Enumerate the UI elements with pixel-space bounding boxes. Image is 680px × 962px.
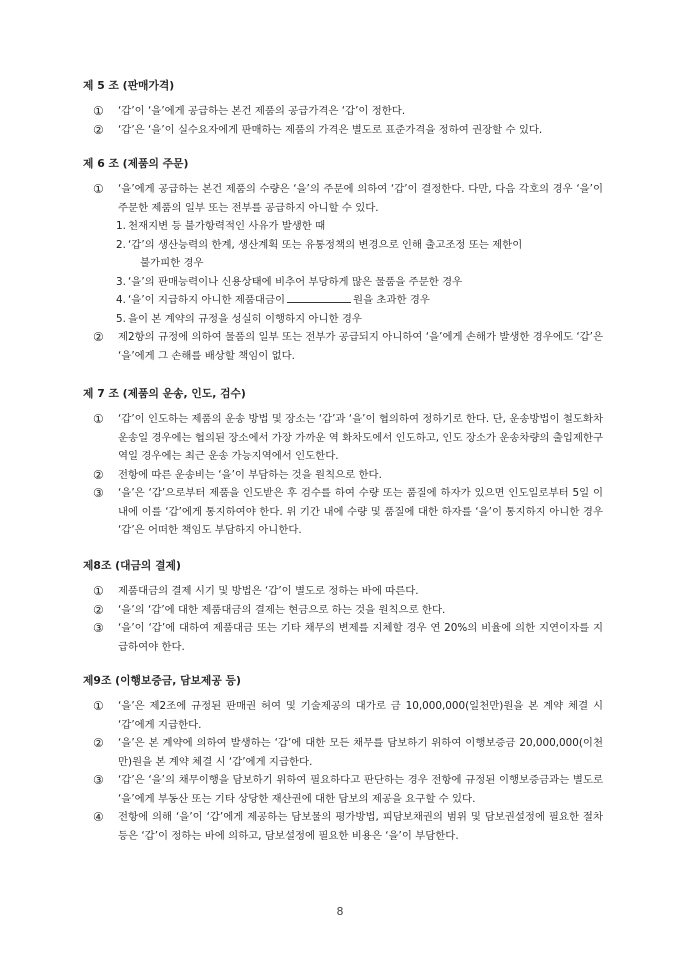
article-8 — [83, 558, 603, 656]
clause — [83, 466, 603, 485]
list-item — [83, 236, 603, 255]
clause — [83, 582, 603, 601]
article-title: 제 7 조 (제품의 운송, 인도, 검수) — [83, 387, 246, 400]
clause-number: ③ — [93, 773, 104, 787]
clause-number: ① — [93, 584, 104, 598]
list-number: 5. — [116, 312, 126, 325]
clause-text: ‘을’의 ‘갑’에 대한 제품대금의 결제는 현금으로 하는 것을 원칙으로 한다. — [118, 603, 446, 616]
clause-number: ④ — [93, 810, 104, 824]
page-number: 8 — [336, 905, 344, 918]
clause-number: ② — [93, 122, 104, 137]
clause-number: ② — [93, 330, 104, 344]
clause-number: ② — [93, 602, 104, 617]
list-text: 원을 초과한 경우 — [353, 294, 430, 306]
list-text: 천재지변 등 불가항력적인 사유가 발생한 때 — [128, 220, 326, 232]
clause-text: ‘갑’은 ‘을’의 채무이행을 담보하기 위하여 필요하다고 판단하는 경우 전항에 규정된 이행보증금과는 별도로 ‘을’에게 부동산 또는 기타 상당한 재산권에 대한 담보의 제공을 요구할 수 있다. — [118, 774, 603, 805]
clause — [83, 410, 603, 466]
clause — [83, 619, 603, 656]
clause — [83, 734, 603, 771]
article-title: 제9조 (이행보증금, 담보제공 등) — [83, 674, 241, 687]
amount-blank-field[interactable] — [287, 291, 351, 303]
list-text: ‘갑’의 생산능력의 한계, 생산계획 또는 유통정책의 변경으로 인해 출고조정 또는 제한이 — [128, 238, 523, 251]
article-9 — [83, 673, 603, 845]
clause-text: ‘을’이 ‘갑’에 대하여 제품대금 또는 기타 채무의 변제를 지체할 경우 연 20%의 비율에 의한 지연이자를 지급하여야 한다. — [118, 622, 603, 653]
list-item — [83, 291, 603, 310]
clause-text: 제2항의 규정에 의하여 물품의 일부 또는 전부가 공급되지 아니하여 ‘을’에게 손해가 발생한 경우에도 ‘갑’은 ‘을’에게 그 손해를 배상할 책임이 없다. — [118, 331, 603, 362]
clause-number: ① — [93, 699, 104, 713]
clause — [83, 697, 603, 734]
article-title: 제 6 조 (제품의 주문) — [83, 157, 189, 170]
list-text: ‘을’이 지급하지 아니한 제품대금이 — [128, 294, 286, 306]
clause-text: ‘을’에게 공급하는 본건 제품의 수량은 ‘을’의 주문에 의하여 ‘갑’이 결정한다. 다만, 다음 각호의 경우 ‘을’이 주문한 제품의 일부 또는 전부를 공급하지 아니할 수 있다. — [118, 183, 603, 214]
clause — [83, 180, 603, 217]
clause — [83, 484, 603, 540]
clause — [83, 808, 603, 845]
clause-text: ‘갑’은 ‘을’이 실수요자에게 판매하는 제품의 가격은 별도로 표준가격을 정하여 권장할 수 있다. — [118, 123, 543, 136]
list-number: 1. — [116, 220, 126, 232]
clause — [83, 328, 603, 365]
list-number: 3. — [116, 275, 126, 288]
list-item-continuation — [83, 254, 603, 273]
clause-text: ‘갑’이 ‘을’에게 공급하는 본건 제품의 공급가격은 ‘갑’이 정한다. — [118, 105, 406, 117]
list-item — [83, 217, 603, 236]
list-text: ‘을’의 판매능력이나 신용상태에 비추어 부당하게 많은 물품을 주문한 경우 — [128, 275, 463, 288]
list-item — [83, 310, 603, 329]
clause-text: 전항에 의해 ‘을’이 ‘갑’에게 제공하는 담보물의 평가방법, 피담보채권의 범위 및 담보권설정에 필요한 절차 등은 ‘갑’이 정하는 바에 의하고, 담보설정에 필요한 비용은 ‘을’이 부담한다. — [118, 811, 603, 842]
article-title: 제8조 (대금의 결제) — [83, 559, 181, 572]
clause-number: ② — [93, 467, 104, 482]
list-item — [83, 273, 603, 292]
clause-text: ‘갑’이 인도하는 제품의 운송 방법 및 장소는 ‘갑’과 ‘을’이 협의하여 정하기로 한다. 단, 운송방법이 철도화차 운송일 경우에는 협의된 장소에서 가장 가까운 역 화차도에서 인도하고, 인도 장소가 운송차량의 출입제한구역일 경우에는 최근 운송 가능지역에서 인도한다. — [118, 413, 603, 462]
list-text: 불가피한 경우 — [140, 257, 204, 269]
list-number: 2. — [116, 238, 126, 251]
clause-number: ① — [93, 412, 104, 426]
article-5 — [83, 78, 603, 139]
clause — [83, 102, 603, 121]
clause-text: ‘을’은 본 계약에 의하여 발생하는 ‘갑’에 대한 모든 채무를 담보하기 위하여 이행보증금 20,000,000(이천만)원을 본 계약 체결 시 ‘갑’에게 지급한다. — [118, 737, 603, 768]
article-7 — [83, 386, 603, 540]
list-text: 을이 본 계약의 규정을 성실히 이행하지 아니한 경우 — [128, 312, 362, 325]
article-6 — [83, 156, 603, 365]
clause — [83, 771, 603, 808]
clause-text: ‘을’은 ‘갑’으로부터 제품을 인도받은 후 검수를 하여 수량 또는 품질에 하자가 있으면 인도일로부터 5일 이내에 이를 ‘갑’에게 통지하여야 한다. 위 기간 내에 수량 및 품질에 대한 하자를 ‘을’이 통지하지 아니한 경우 ‘갑’은 어떠한 책임도 부담하지 아니한다. — [118, 487, 603, 536]
article-title: 제 5 조 (판매가격) — [83, 79, 175, 92]
clause — [83, 601, 603, 620]
clause-number: ① — [93, 104, 104, 118]
clause-text: ‘을’은 제2조에 규정된 판매권 허여 및 기술제공의 대가로 금 10,000,000(일천만)원을 본 계약 체결 시 ‘갑’에게 지급한다. — [118, 700, 603, 731]
list-number: 4. — [116, 294, 126, 306]
clause-number: ③ — [93, 621, 104, 635]
clause-number: ③ — [93, 486, 104, 500]
clause-text: 제품대금의 결제 시기 및 방법은 ‘갑’이 별도로 정하는 바에 따른다. — [118, 585, 419, 597]
clause — [83, 121, 603, 140]
clause-number: ① — [93, 182, 104, 196]
clause-number: ② — [93, 736, 104, 750]
clause-text: 전항에 따른 운송비는 ‘을’이 부담하는 것을 원칙으로 한다. — [118, 468, 382, 481]
